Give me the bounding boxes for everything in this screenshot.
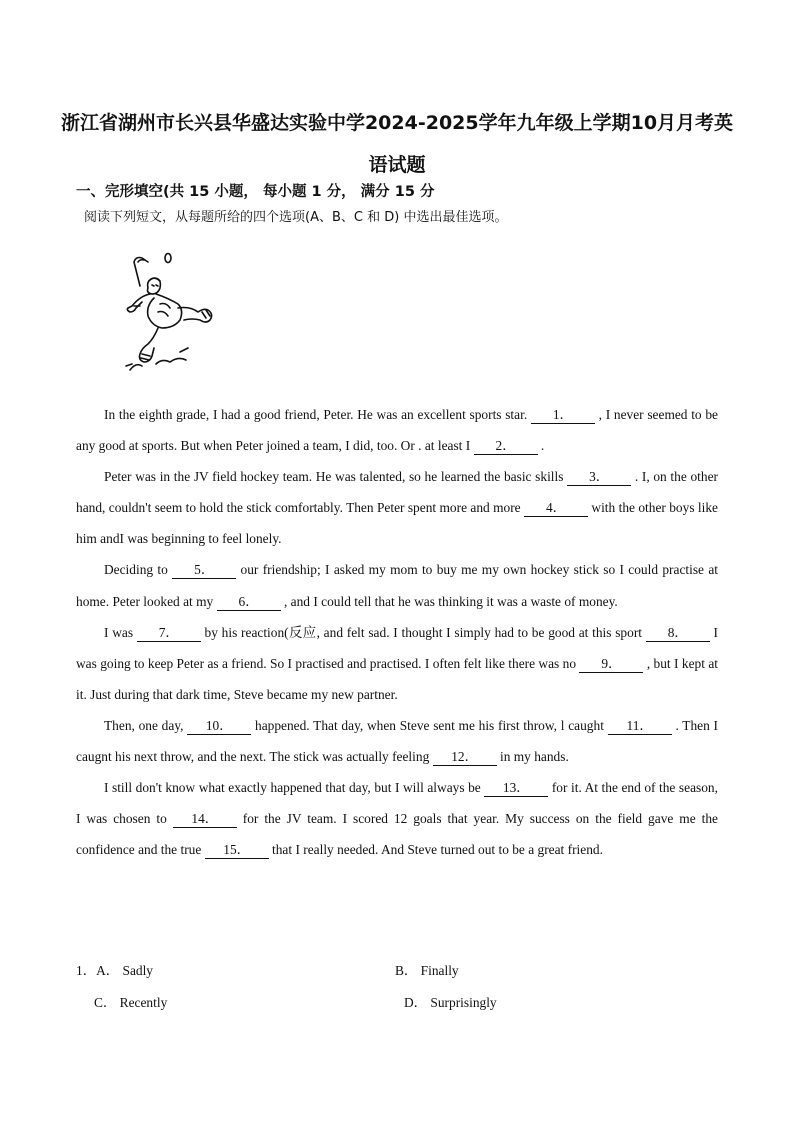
paragraph-text: Deciding to (104, 562, 168, 578)
paragraph-text: I was (104, 624, 134, 640)
blank-4: 4． (524, 499, 588, 517)
option-a: 1．A． Sadly (76, 963, 153, 978)
paragraph-text: in my hands. (499, 749, 569, 765)
paragraph-text: , and I could tell that he was thinking it was a waste of money. (283, 593, 618, 609)
option-row (76, 992, 718, 1024)
blank-12: 12． (433, 748, 497, 766)
paragraph-text: with the other boys like him andI was beginning to feel lonely. (76, 500, 718, 547)
blank-10: 10． (187, 717, 251, 735)
paragraph-1 (76, 399, 718, 461)
paragraph-text: Then, one day, (104, 717, 184, 733)
passage (76, 399, 718, 865)
blank-5: 5． (172, 561, 236, 579)
blank-1: 1． (531, 406, 595, 424)
hockey-player-illustration (118, 248, 232, 374)
paragraph-text: our friendship; I asked my mom to buy me my own hockey stick so I could practise at home. Peter looked at my (76, 562, 718, 609)
paragraph-4 (76, 617, 718, 710)
blank-13: 13． (484, 779, 548, 797)
title-line-2: 语试题 (368, 154, 426, 176)
paragraph-text: for it. At the end of the season, I was chosen to (76, 780, 718, 827)
paragraph-text: happened. That day, when Steve sent me his first throw, l caught (255, 717, 604, 733)
blank-15: 15． (205, 841, 269, 859)
instruction-text: 阅读下列短文，从每题所给的四个选项(A、B、C 和 D) 中选出最佳选项。 (84, 210, 508, 225)
paragraph-text: , but I kept at it. Just during that dark time, Steve became my new partner. (76, 655, 718, 702)
paragraph-text: . I, on the other hand, couldn't seem to hold the stick comfortably. Then Peter spent more and more (76, 469, 718, 516)
paragraph-text: for the JV team. I scored 12 goals that year. My success on the field gave me the confidence and the true (76, 811, 718, 858)
section-heading: 一、完形填空(共 15 小题， 每小题 1 分， 满分 15 分 (76, 184, 435, 200)
option-d: D． Surprisingly (404, 995, 497, 1010)
paragraph-text: Peter was in the JV field hockey team. He was talented, so he learned the basic skills (104, 469, 564, 485)
paragraph-6 (76, 772, 718, 865)
blank-11: 11． (608, 717, 672, 735)
blank-8: 8． (646, 624, 710, 642)
paragraph-text: In the eighth grade, I had a good friend, Peter. He was an excellent sports star. (104, 407, 528, 422)
option-row (76, 960, 718, 992)
blank-6: 6． (217, 593, 281, 611)
paragraph-text: that I really needed. And Steve turned out to be a great friend. (272, 842, 603, 858)
paragraph-2 (76, 461, 718, 554)
paragraph-text: , I never seemed to be any good at sports. But when Peter joined a team, I did, too. Or . at least I (76, 407, 718, 454)
paragraph-text: . (540, 438, 545, 454)
blank-14: 14． (173, 810, 237, 828)
blank-3: 3． (567, 468, 631, 486)
blank-2: 2． (474, 437, 538, 455)
paragraph-3 (76, 554, 718, 616)
question-1-options (76, 960, 718, 1024)
title-line-1: 浙江省湖州市长兴县华盛达实验中学2024-2025学年九年级上学期10月月考英 (60, 112, 734, 134)
paragraph-text: I was going to keep Peter as a friend. So I practised and practised. I often felt like there was no (76, 624, 718, 671)
paragraph-text: I still don't know what exactly happened that day, but I will always be (104, 780, 481, 796)
page-title (60, 102, 734, 186)
blank-9: 9． (579, 655, 643, 673)
paragraph-5 (76, 710, 718, 772)
blank-7: 7． (137, 624, 201, 642)
paragraph-text: . Then I caugnt his next throw, and the next. The stick was actually feeling (76, 717, 718, 765)
paragraph-text: by his reaction(反应, and felt sad. I thought I simply had to be good at this sport (204, 624, 642, 640)
option-c: C． Recently (94, 995, 168, 1010)
option-b: B． Finally (395, 963, 459, 978)
